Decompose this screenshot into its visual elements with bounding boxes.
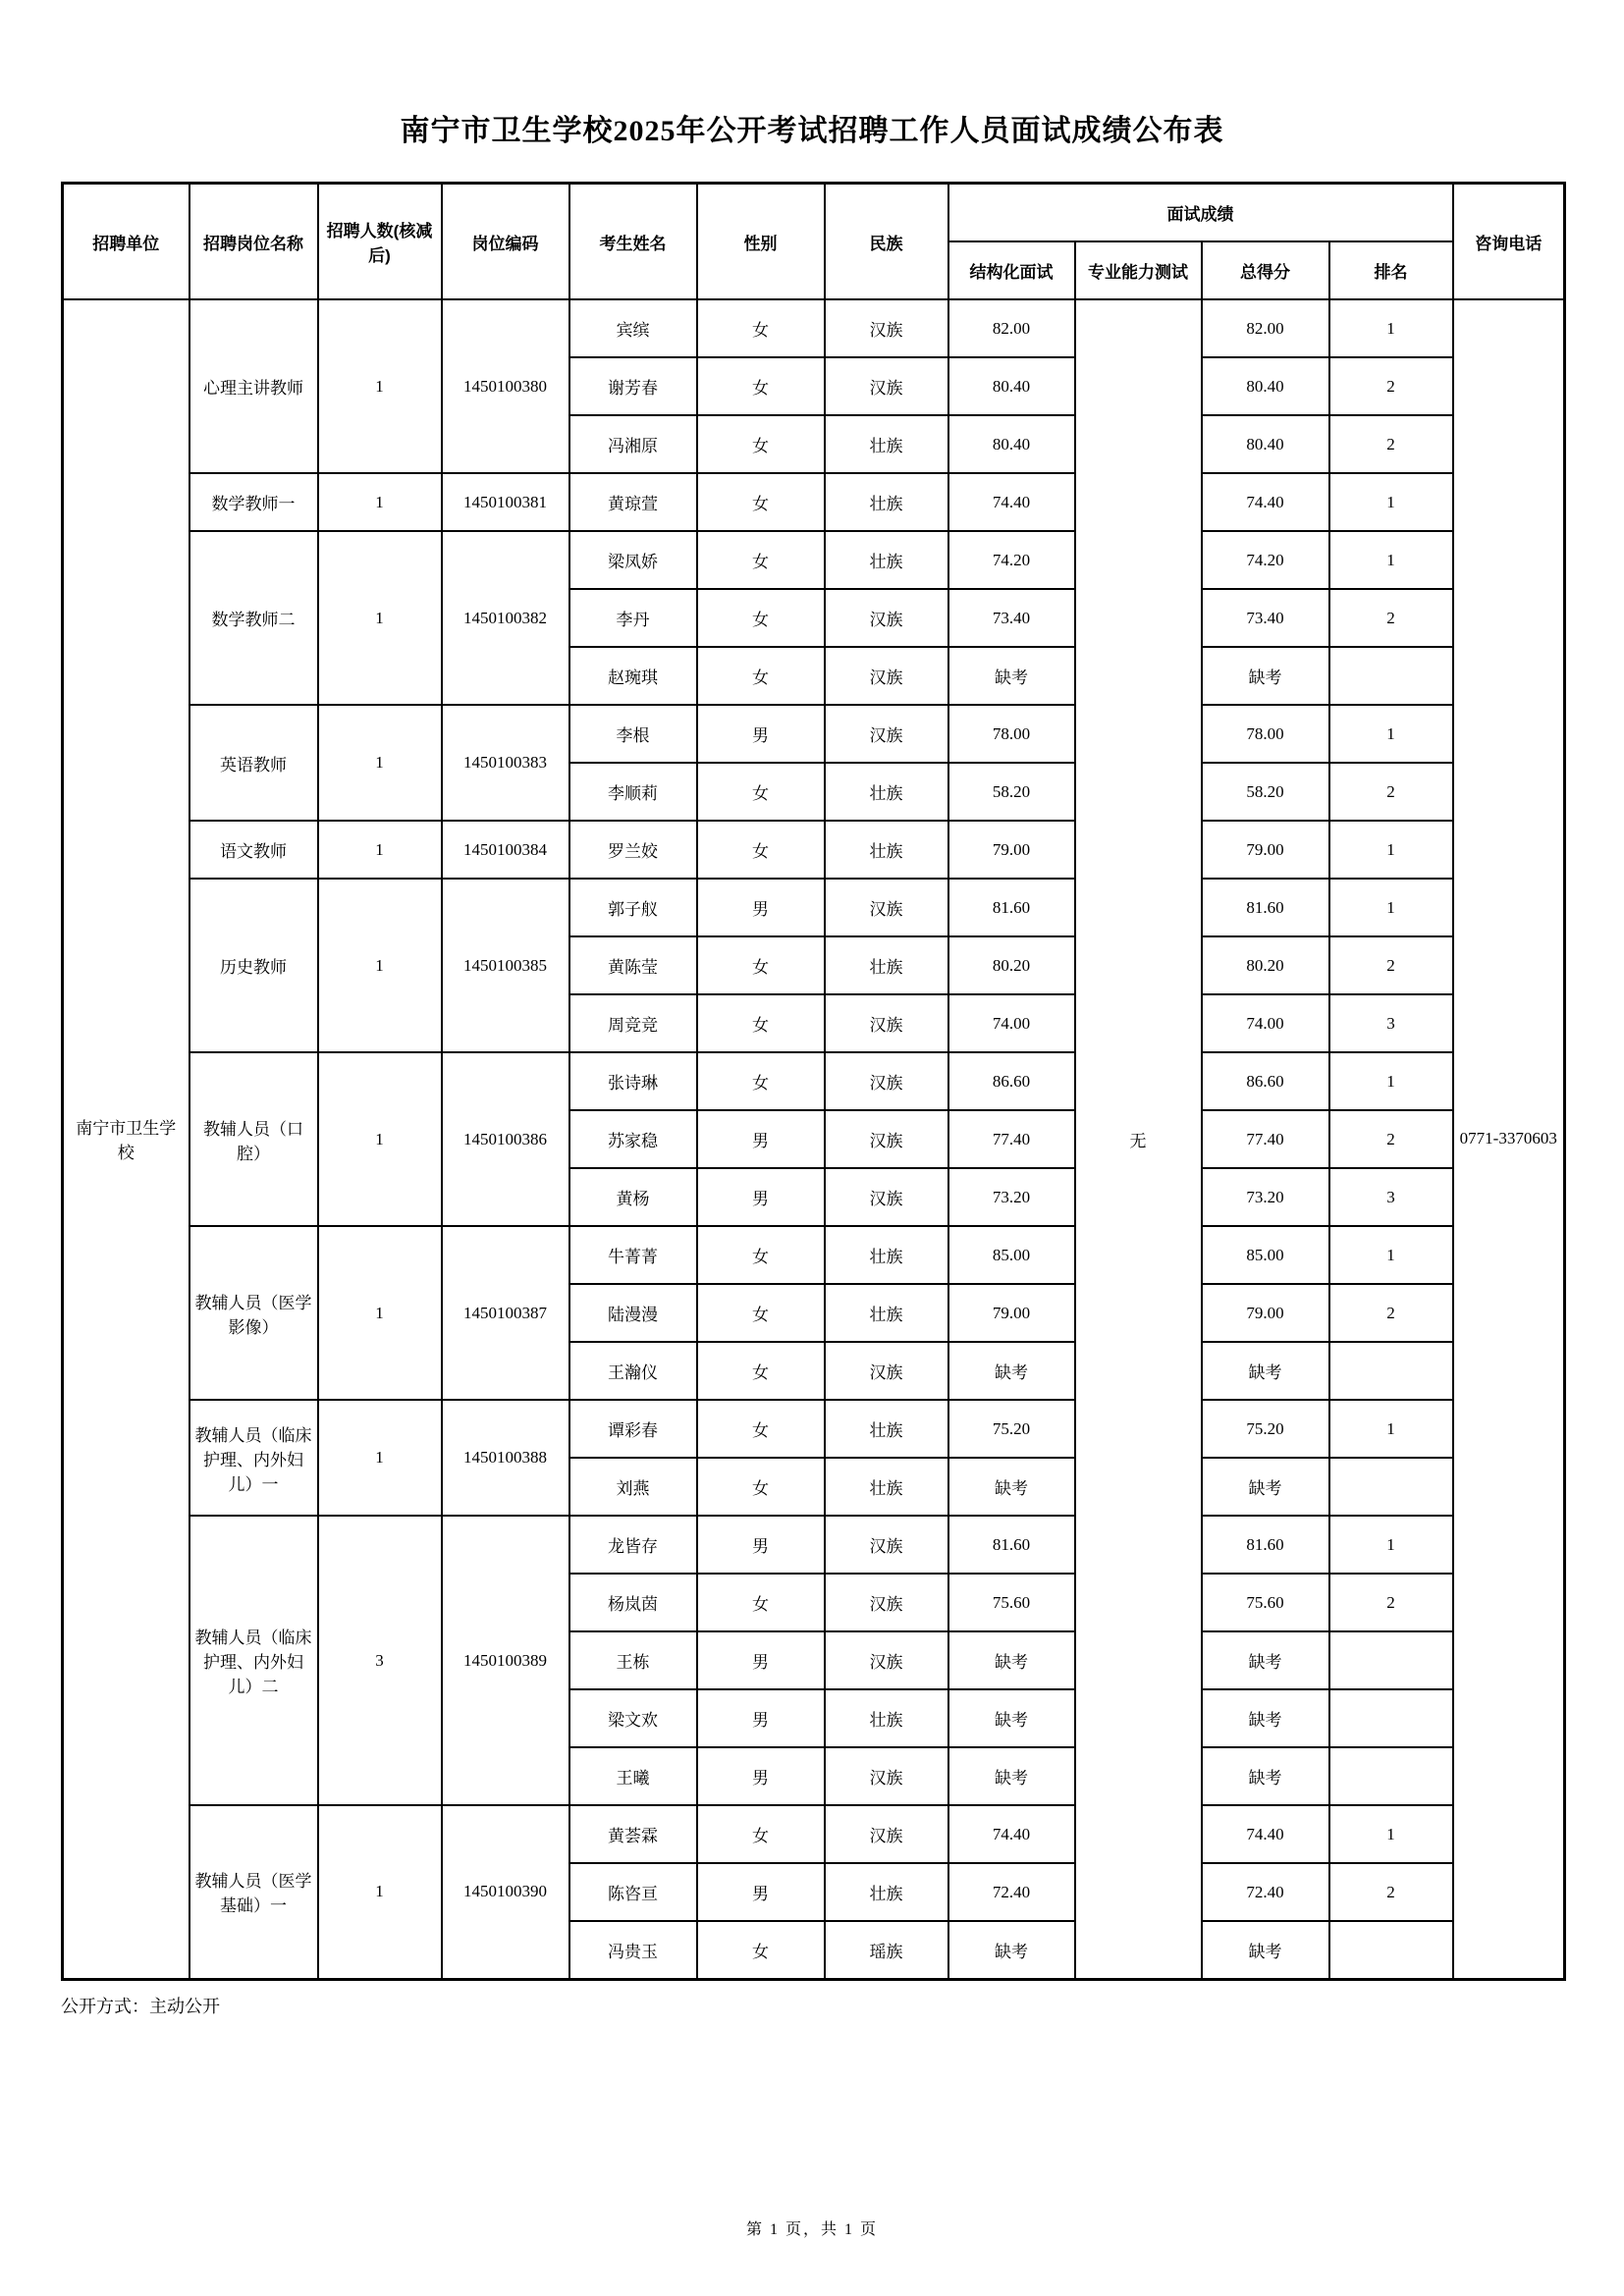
total-score-cell: 74.00 xyxy=(1202,994,1329,1052)
total-score-cell: 79.00 xyxy=(1202,1284,1329,1342)
candidate-name-cell: 赵琬琪 xyxy=(569,647,697,705)
gender-cell: 女 xyxy=(697,1284,825,1342)
gender-cell: 女 xyxy=(697,1226,825,1284)
gender-cell: 女 xyxy=(697,1921,825,1979)
gender-cell: 男 xyxy=(697,1689,825,1747)
structured-score-cell: 58.20 xyxy=(948,763,1075,821)
structured-score-cell: 缺考 xyxy=(948,1921,1075,1979)
position-code-cell: 1450100386 xyxy=(442,1052,569,1226)
candidate-name-cell: 王曦 xyxy=(569,1747,697,1805)
structured-score-cell: 缺考 xyxy=(948,1689,1075,1747)
candidate-row xyxy=(63,473,1565,531)
header-position: 招聘岗位名称 xyxy=(189,184,318,300)
headcount-cell: 1 xyxy=(318,1226,442,1400)
candidate-row xyxy=(63,879,1565,936)
ethnicity-cell: 壮族 xyxy=(825,821,948,879)
headcount-cell: 1 xyxy=(318,531,442,705)
ethnicity-cell: 汉族 xyxy=(825,1052,948,1110)
total-score-cell: 74.40 xyxy=(1202,473,1329,531)
candidate-name-cell: 杨岚茵 xyxy=(569,1574,697,1631)
candidate-name-cell: 李根 xyxy=(569,705,697,763)
candidate-name-cell: 郭子舣 xyxy=(569,879,697,936)
candidate-name-cell: 李顺莉 xyxy=(569,763,697,821)
candidate-name-cell: 梁凤娇 xyxy=(569,531,697,589)
candidate-name-cell: 梁文欢 xyxy=(569,1689,697,1747)
structured-score-cell: 缺考 xyxy=(948,1342,1075,1400)
unit-cell: 南宁市卫生学校 xyxy=(63,299,189,1979)
structured-score-cell: 72.40 xyxy=(948,1863,1075,1921)
gender-cell: 女 xyxy=(697,1400,825,1458)
gender-cell: 女 xyxy=(697,415,825,473)
page-number: 第 1 页，共 1 页 xyxy=(745,2221,878,2238)
candidate-name-cell: 冯湘原 xyxy=(569,415,697,473)
headcount-cell: 3 xyxy=(318,1516,442,1805)
structured-score-cell: 缺考 xyxy=(948,1458,1075,1516)
gender-cell: 女 xyxy=(697,1574,825,1631)
structured-score-cell: 79.00 xyxy=(948,821,1075,879)
position-code-cell: 1450100380 xyxy=(442,299,569,473)
headcount-cell: 1 xyxy=(318,473,442,531)
candidate-row xyxy=(63,705,1565,763)
rank-cell: 2 xyxy=(1329,1863,1453,1921)
structured-score-cell: 缺考 xyxy=(948,1631,1075,1689)
total-score-cell: 缺考 xyxy=(1202,1631,1329,1689)
rank-cell: 2 xyxy=(1329,763,1453,821)
ethnicity-cell: 汉族 xyxy=(825,1574,948,1631)
total-score-cell: 81.60 xyxy=(1202,879,1329,936)
gender-cell: 女 xyxy=(697,1458,825,1516)
position-code-cell: 1450100390 xyxy=(442,1805,569,1979)
candidate-name-cell: 黄杨 xyxy=(569,1168,697,1226)
rank-cell: 3 xyxy=(1329,1168,1453,1226)
structured-score-cell: 73.40 xyxy=(948,589,1075,647)
header-rank: 排名 xyxy=(1329,241,1453,299)
rank-cell xyxy=(1329,1689,1453,1747)
header-unit: 招聘单位 xyxy=(63,184,189,300)
rank-cell: 1 xyxy=(1329,705,1453,763)
gender-cell: 男 xyxy=(697,1631,825,1689)
total-score-cell: 77.40 xyxy=(1202,1110,1329,1168)
ethnicity-cell: 壮族 xyxy=(825,763,948,821)
rank-cell: 1 xyxy=(1329,531,1453,589)
header-phone: 咨询电话 xyxy=(1453,184,1565,300)
position-code-cell: 1450100384 xyxy=(442,821,569,879)
ethnicity-cell: 壮族 xyxy=(825,936,948,994)
position-code-cell: 1450100381 xyxy=(442,473,569,531)
ethnicity-cell: 瑶族 xyxy=(825,1921,948,1979)
phone-cell: 0771-3370603 xyxy=(1453,299,1565,1979)
rank-cell: 1 xyxy=(1329,1226,1453,1284)
rank-cell: 2 xyxy=(1329,1110,1453,1168)
total-score-cell: 80.40 xyxy=(1202,415,1329,473)
headcount-cell: 1 xyxy=(318,1400,442,1516)
rank-cell: 2 xyxy=(1329,357,1453,415)
headcount-cell: 1 xyxy=(318,705,442,821)
candidate-row xyxy=(63,531,1565,589)
structured-score-cell: 73.20 xyxy=(948,1168,1075,1226)
structured-score-cell: 80.40 xyxy=(948,357,1075,415)
ethnicity-cell: 汉族 xyxy=(825,299,948,357)
ethnicity-cell: 壮族 xyxy=(825,1284,948,1342)
candidate-name-cell: 黄荟霖 xyxy=(569,1805,697,1863)
rank-cell: 1 xyxy=(1329,1805,1453,1863)
headcount-cell: 1 xyxy=(318,1805,442,1979)
structured-score-cell: 78.00 xyxy=(948,705,1075,763)
total-score-cell: 缺考 xyxy=(1202,1921,1329,1979)
candidate-name-cell: 龙皆存 xyxy=(569,1516,697,1574)
total-score-cell: 74.20 xyxy=(1202,531,1329,589)
candidate-row xyxy=(63,1805,1565,1863)
gender-cell: 男 xyxy=(697,1168,825,1226)
ethnicity-cell: 壮族 xyxy=(825,415,948,473)
table-body xyxy=(63,299,1565,1979)
ethnicity-cell: 汉族 xyxy=(825,589,948,647)
total-score-cell: 86.60 xyxy=(1202,1052,1329,1110)
candidate-name-cell: 罗兰姣 xyxy=(569,821,697,879)
candidate-name-cell: 周竞竞 xyxy=(569,994,697,1052)
structured-score-cell: 77.40 xyxy=(948,1110,1075,1168)
candidate-row xyxy=(63,821,1565,879)
total-score-cell: 78.00 xyxy=(1202,705,1329,763)
ethnicity-cell: 壮族 xyxy=(825,1458,948,1516)
candidate-name-cell: 张诗琳 xyxy=(569,1052,697,1110)
header-candidate-name: 考生姓名 xyxy=(569,184,697,300)
position-code-cell: 1450100387 xyxy=(442,1226,569,1400)
gender-cell: 女 xyxy=(697,936,825,994)
position-cell: 教辅人员（医学影像） xyxy=(189,1226,318,1400)
total-score-cell: 缺考 xyxy=(1202,1342,1329,1400)
header-professional-test: 专业能力测试 xyxy=(1075,241,1202,299)
total-score-cell: 缺考 xyxy=(1202,1689,1329,1747)
gender-cell: 男 xyxy=(697,1863,825,1921)
structured-score-cell: 85.00 xyxy=(948,1226,1075,1284)
position-code-cell: 1450100382 xyxy=(442,531,569,705)
headcount-cell: 1 xyxy=(318,299,442,473)
header-headcount: 招聘人数(核减后) xyxy=(318,184,442,300)
rank-cell: 2 xyxy=(1329,936,1453,994)
page-title: 南宁市卫生学校2025年公开考试招聘工作人员面试成绩公布表 xyxy=(400,115,1224,147)
structured-score-cell: 74.40 xyxy=(948,473,1075,531)
candidate-name-cell: 冯贵玉 xyxy=(569,1921,697,1979)
gender-cell: 女 xyxy=(697,1805,825,1863)
ethnicity-cell: 汉族 xyxy=(825,1631,948,1689)
gender-cell: 女 xyxy=(697,647,825,705)
position-code-cell: 1450100383 xyxy=(442,705,569,821)
ethnicity-cell: 汉族 xyxy=(825,1168,948,1226)
position-cell: 教辅人员（临床护理、内外妇儿）二 xyxy=(189,1516,318,1805)
gender-cell: 女 xyxy=(697,357,825,415)
ethnicity-cell: 汉族 xyxy=(825,1516,948,1574)
structured-score-cell: 缺考 xyxy=(948,647,1075,705)
total-score-cell: 58.20 xyxy=(1202,763,1329,821)
candidate-name-cell: 黄琼萱 xyxy=(569,473,697,531)
position-code-cell: 1450100385 xyxy=(442,879,569,1052)
gender-cell: 男 xyxy=(697,879,825,936)
structured-score-cell: 75.60 xyxy=(948,1574,1075,1631)
structured-score-cell: 80.20 xyxy=(948,936,1075,994)
header-gender: 性别 xyxy=(697,184,825,300)
structured-score-cell: 81.60 xyxy=(948,1516,1075,1574)
gender-cell: 女 xyxy=(697,1342,825,1400)
candidate-name-cell: 李丹 xyxy=(569,589,697,647)
candidate-name-cell: 苏家稳 xyxy=(569,1110,697,1168)
ethnicity-cell: 汉族 xyxy=(825,879,948,936)
gender-cell: 男 xyxy=(697,1110,825,1168)
structured-score-cell: 74.20 xyxy=(948,531,1075,589)
rank-cell: 1 xyxy=(1329,1516,1453,1574)
ethnicity-cell: 壮族 xyxy=(825,531,948,589)
candidate-name-cell: 宾缤 xyxy=(569,299,697,357)
candidate-name-cell: 王瀚仪 xyxy=(569,1342,697,1400)
candidate-name-cell: 谢芳春 xyxy=(569,357,697,415)
ethnicity-cell: 汉族 xyxy=(825,1110,948,1168)
gender-cell: 女 xyxy=(697,821,825,879)
rank-cell: 1 xyxy=(1329,299,1453,357)
structured-score-cell: 74.40 xyxy=(948,1805,1075,1863)
rank-cell xyxy=(1329,647,1453,705)
headcount-cell: 1 xyxy=(318,1052,442,1226)
candidate-name-cell: 牛菁菁 xyxy=(569,1226,697,1284)
position-cell: 教辅人员（临床护理、内外妇儿）一 xyxy=(189,1400,318,1516)
rank-cell: 2 xyxy=(1329,415,1453,473)
position-code-cell: 1450100389 xyxy=(442,1516,569,1805)
gender-cell: 男 xyxy=(697,705,825,763)
candidate-row xyxy=(63,1400,1565,1458)
ethnicity-cell: 汉族 xyxy=(825,1342,948,1400)
header-position-code: 岗位编码 xyxy=(442,184,569,300)
total-score-cell: 85.00 xyxy=(1202,1226,1329,1284)
candidate-row xyxy=(63,299,1565,357)
ethnicity-cell: 汉族 xyxy=(825,357,948,415)
ethnicity-cell: 壮族 xyxy=(825,1689,948,1747)
gender-cell: 女 xyxy=(697,299,825,357)
total-score-cell: 72.40 xyxy=(1202,1863,1329,1921)
position-code-cell: 1450100388 xyxy=(442,1400,569,1516)
table-header xyxy=(63,184,1565,300)
structured-score-cell: 缺考 xyxy=(948,1747,1075,1805)
header-ethnicity: 民族 xyxy=(825,184,948,300)
total-score-cell: 缺考 xyxy=(1202,1747,1329,1805)
total-score-cell: 82.00 xyxy=(1202,299,1329,357)
header-total-score: 总得分 xyxy=(1202,241,1329,299)
ethnicity-cell: 汉族 xyxy=(825,1747,948,1805)
candidate-name-cell: 刘燕 xyxy=(569,1458,697,1516)
candidate-name-cell: 陆漫漫 xyxy=(569,1284,697,1342)
interview-score-table xyxy=(61,182,1566,1981)
rank-cell: 1 xyxy=(1329,879,1453,936)
total-score-cell: 73.20 xyxy=(1202,1168,1329,1226)
ethnicity-cell: 汉族 xyxy=(825,705,948,763)
gender-cell: 男 xyxy=(697,1516,825,1574)
total-score-cell: 75.20 xyxy=(1202,1400,1329,1458)
header-interview-score-group: 面试成绩 xyxy=(948,184,1453,242)
rank-cell: 3 xyxy=(1329,994,1453,1052)
disclosure-note: 公开方式：主动公开 xyxy=(61,1997,220,2016)
rank-cell: 2 xyxy=(1329,589,1453,647)
candidate-name-cell: 王栋 xyxy=(569,1631,697,1689)
ethnicity-cell: 汉族 xyxy=(825,647,948,705)
position-cell: 心理主讲教师 xyxy=(189,299,318,473)
candidate-row xyxy=(63,1052,1565,1110)
rank-cell xyxy=(1329,1631,1453,1689)
candidate-name-cell: 黄陈莹 xyxy=(569,936,697,994)
gender-cell: 女 xyxy=(697,531,825,589)
position-cell: 英语教师 xyxy=(189,705,318,821)
position-cell: 语文教师 xyxy=(189,821,318,879)
total-score-cell: 81.60 xyxy=(1202,1516,1329,1574)
total-score-cell: 缺考 xyxy=(1202,1458,1329,1516)
ethnicity-cell: 壮族 xyxy=(825,1863,948,1921)
total-score-cell: 74.40 xyxy=(1202,1805,1329,1863)
structured-score-cell: 82.00 xyxy=(948,299,1075,357)
candidate-row xyxy=(63,1226,1565,1284)
gender-cell: 女 xyxy=(697,994,825,1052)
candidate-row xyxy=(63,1516,1565,1574)
ethnicity-cell: 壮族 xyxy=(825,1226,948,1284)
total-score-cell: 缺考 xyxy=(1202,647,1329,705)
position-cell: 教辅人员（口腔） xyxy=(189,1052,318,1226)
rank-cell: 1 xyxy=(1329,1052,1453,1110)
total-score-cell: 79.00 xyxy=(1202,821,1329,879)
candidate-name-cell: 谭彩春 xyxy=(569,1400,697,1458)
ethnicity-cell: 汉族 xyxy=(825,1805,948,1863)
ethnicity-cell: 壮族 xyxy=(825,1400,948,1458)
ethnicity-cell: 汉族 xyxy=(825,994,948,1052)
structured-score-cell: 74.00 xyxy=(948,994,1075,1052)
rank-cell: 2 xyxy=(1329,1574,1453,1631)
total-score-cell: 75.60 xyxy=(1202,1574,1329,1631)
position-cell: 数学教师一 xyxy=(189,473,318,531)
professional-test-cell: 无 xyxy=(1075,299,1202,1979)
gender-cell: 女 xyxy=(697,473,825,531)
structured-score-cell: 80.40 xyxy=(948,415,1075,473)
gender-cell: 女 xyxy=(697,763,825,821)
rank-cell xyxy=(1329,1921,1453,1979)
rank-cell xyxy=(1329,1747,1453,1805)
rank-cell xyxy=(1329,1342,1453,1400)
gender-cell: 女 xyxy=(697,1052,825,1110)
position-cell: 历史教师 xyxy=(189,879,318,1052)
rank-cell: 1 xyxy=(1329,1400,1453,1458)
gender-cell: 男 xyxy=(697,1747,825,1805)
ethnicity-cell: 壮族 xyxy=(825,473,948,531)
structured-score-cell: 81.60 xyxy=(948,879,1075,936)
position-cell: 数学教师二 xyxy=(189,531,318,705)
headcount-cell: 1 xyxy=(318,821,442,879)
rank-cell: 1 xyxy=(1329,473,1453,531)
structured-score-cell: 79.00 xyxy=(948,1284,1075,1342)
header-structured-interview: 结构化面试 xyxy=(948,241,1075,299)
total-score-cell: 80.40 xyxy=(1202,357,1329,415)
rank-cell: 2 xyxy=(1329,1284,1453,1342)
structured-score-cell: 86.60 xyxy=(948,1052,1075,1110)
total-score-cell: 80.20 xyxy=(1202,936,1329,994)
rank-cell xyxy=(1329,1458,1453,1516)
headcount-cell: 1 xyxy=(318,879,442,1052)
gender-cell: 女 xyxy=(697,589,825,647)
total-score-cell: 73.40 xyxy=(1202,589,1329,647)
position-cell: 教辅人员（医学基础）一 xyxy=(189,1805,318,1979)
rank-cell: 1 xyxy=(1329,821,1453,879)
candidate-name-cell: 陈咨亘 xyxy=(569,1863,697,1921)
structured-score-cell: 75.20 xyxy=(948,1400,1075,1458)
